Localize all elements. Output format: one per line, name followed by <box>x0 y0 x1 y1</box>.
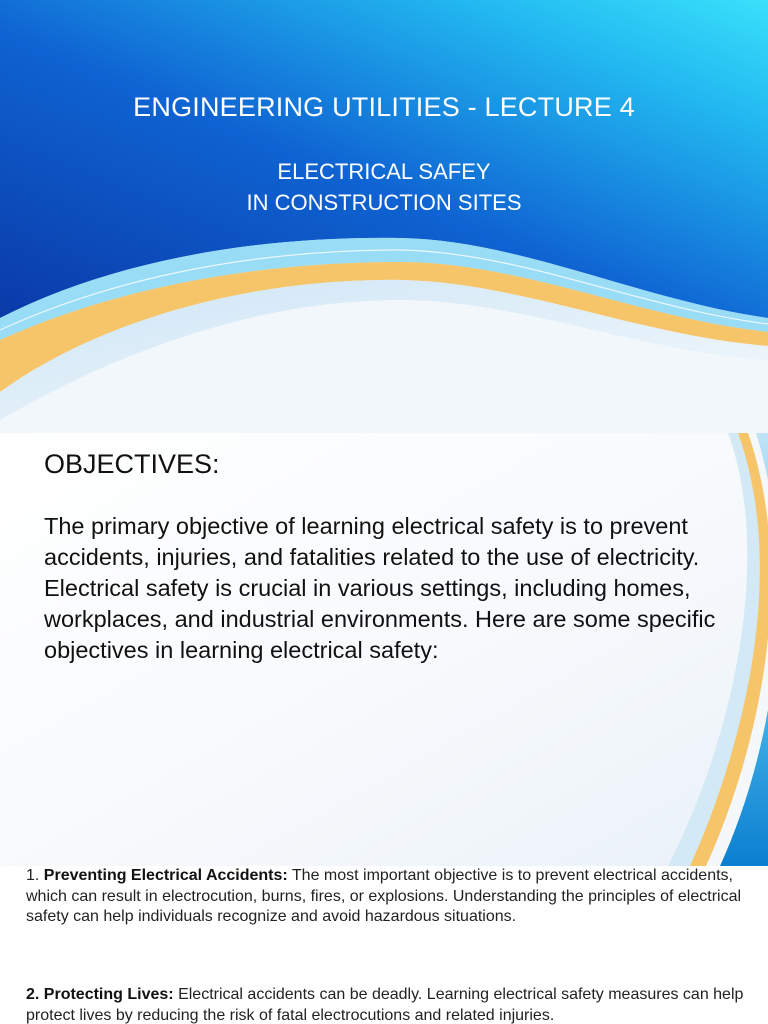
lecture-title: ENGINEERING UTILITIES - LECTURE 4 <box>133 92 635 122</box>
objective-number: 2. <box>26 986 40 1003</box>
objective-title: Protecting Lives: <box>43 986 174 1003</box>
title-slide <box>0 0 768 433</box>
objective-item-1 <box>26 866 756 928</box>
objective-item-2 <box>26 985 756 1024</box>
lecture-subtitle <box>0 156 768 218</box>
objective-text: The most important objective is to prevent electrical accidents, which can result in electrocution, burns, fires, or explosions. Understanding the principles of electrical safety can help individuals recognize and avoid hazardous situations. <box>26 867 742 925</box>
objective-number: 1. <box>26 867 40 884</box>
objectives-body: The primary objective of learning electrical safety is to prevent accidents, injuries, and fatalities related to the use of electricity. Electrical safety is crucial in various settings, including homes, workplaces, and industrial environments. Here are some specific objectives in learning electrical safety: <box>44 513 716 663</box>
objective-title: Preventing Electrical Accidents: <box>43 867 288 884</box>
objective-text: Electrical accidents can be deadly. Learning electrical safety measures can help protect lives by reducing the risk of fatal electrocutions and related injuries. <box>26 986 744 1024</box>
subtitle-line-1: ELECTRICAL SAFEY <box>277 159 491 184</box>
subtitle-line-2: IN CONSTRUCTION SITES <box>246 190 522 215</box>
objectives-list-slide <box>0 866 768 1024</box>
objectives-slide <box>0 433 768 866</box>
objectives-heading: OBJECTIVES: <box>44 449 220 479</box>
